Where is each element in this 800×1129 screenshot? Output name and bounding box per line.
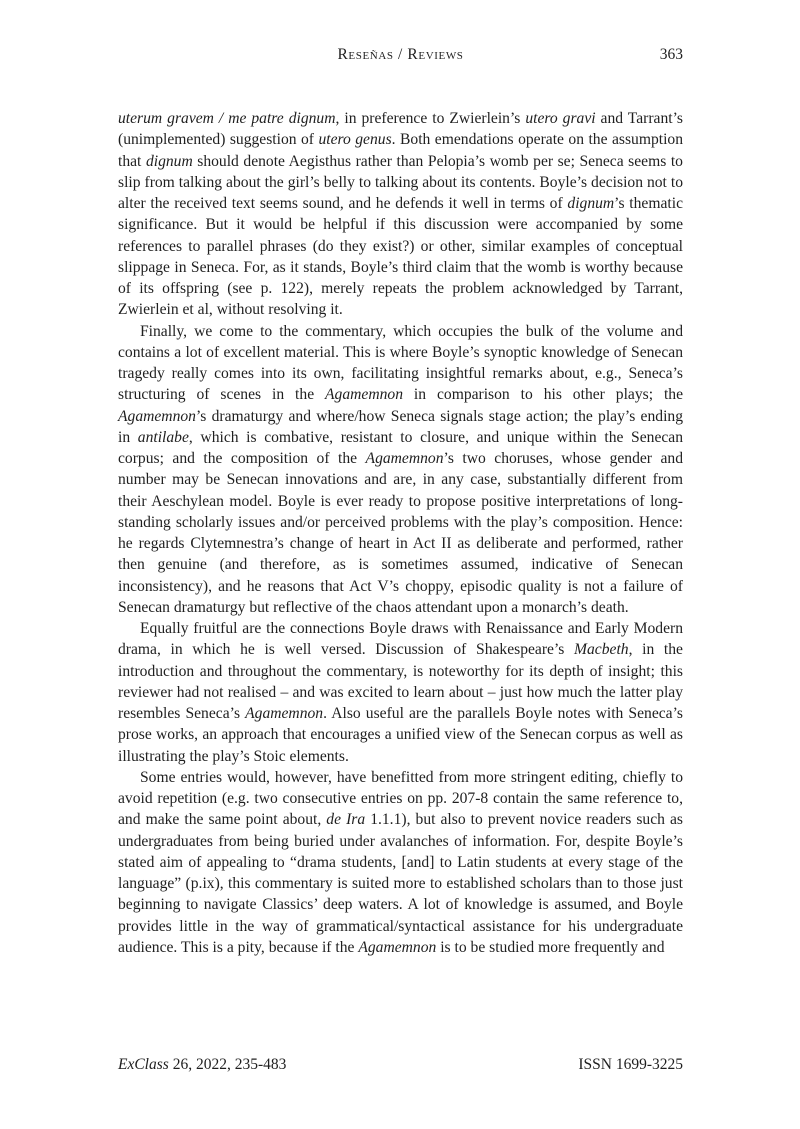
- italic-text-run: Agamemnon: [118, 407, 196, 425]
- paragraph: [118, 767, 683, 958]
- text-run: Finally, we come to the commentary, which occupies the bulk of the volume and contains a lot of excellent material. This is where Boyle’s synoptic knowledge of Senecan tragedy really comes into its own, facilitating insightful remarks about, e.g., Seneca’s structuring of scenes in the: [118, 322, 683, 404]
- text-run: . Both emendations operate on the assumption that: [118, 131, 684, 170]
- italic-text-run: Agamemnon: [245, 705, 324, 722]
- italic-text-run: de Ira: [326, 811, 366, 829]
- paragraph: [118, 321, 683, 619]
- italic-text-run: dignum: [145, 152, 193, 170]
- text-run: , which is combative, resistant to closure, and unique within the Senecan corpus; and the composition of the: [118, 428, 683, 467]
- italic-text-run: Agamemnon: [325, 386, 403, 404]
- text-run: Some entries would, however, have benefitted from more stringent editing, chiefly to avoid repetition (e.g. two consecutive entries on pp. 207-8 contain the same reference to, and make the same point about,: [118, 768, 683, 829]
- running-header: [118, 46, 683, 64]
- text-run: and Tarrant’s (unimplemented) suggestion of: [118, 110, 683, 149]
- page-number: 363: [659, 46, 683, 63]
- text-run: in comparison to his other plays; the: [403, 386, 683, 404]
- text-run: ’s dramaturgy and where/how Seneca signals stage action; the play’s ending in: [118, 407, 683, 446]
- italic-text-run: Macbeth: [574, 641, 629, 659]
- italic-text-run: Agamemnon: [365, 450, 444, 467]
- italic-text-run: dignum: [567, 195, 615, 212]
- paragraph: [118, 108, 683, 321]
- text-run: ’s two choruses, whose gender and number may be Senecan innovations and are, in any case, substantially different from their Aeschylean model. Boyle is ever ready to propose positive interpretations of long-standing scholarly issues and/or perceived problems with the play’s composition. Hence: he regards Clytemnestra’s change of heart in Act II as deliberate and performed, rather then genuine (and therefore, as is sometimes assumed, indicative of Senecan inconsistency), and he reasons that Act V’s choppy, episodic quality is not a failure of Senecan dramaturgy but reflective of the chaos attendant upon a monarch’s death.: [118, 450, 683, 616]
- citation-details: 26, 2022, 235-483: [168, 1056, 287, 1073]
- text-run: , in preference to Zwierlein’s: [335, 110, 526, 127]
- journal-name: ExClass: [118, 1056, 169, 1073]
- body-text: [118, 108, 683, 958]
- page-footer: [118, 1056, 683, 1074]
- text-run: . Also useful are the parallels Boyle notes with Seneca’s prose works, an approach that encourages a unified view of the Senecan corpus as well as illustrating the play’s Stoic elements.: [118, 705, 683, 765]
- text-run: should denote Aegisthus rather than Pelopia’s womb per se; Seneca seems to slip from talking about the girl’s belly to talking about its contents. Boyle’s decision not to alter the received text seems sound, and he defends it well in terms of: [118, 152, 683, 212]
- issn: ISSN 1699-3225: [578, 1056, 683, 1073]
- paragraph: [118, 618, 683, 767]
- italic-text-run: Agamemnon: [358, 938, 437, 956]
- text-run: 1.1.1), but also to prevent novice readers such as undergraduates from being buried under avalanches of information. For, despite Boyle’s stated aim of appealing to “drama students, [and] to Latin students at every stage of the language” (p.ix), this commentary is suited more to established scholars than to those just beginning to navigate Classics’ deep waters. A lot of knowledge is assumed, and Boyle provides little in the way of grammatical/syntactical assistance for his undergraduate audience. This is a pity, because if the: [118, 811, 683, 956]
- italic-text-run: uterum gravem / me patre dignum: [118, 110, 336, 127]
- running-header-title: Reseñas / Reviews: [337, 46, 464, 63]
- text-run: , in the introduction and throughout the commentary, is noteworthy for its depth of insight; this reviewer had not realised – and was excited to learn about – just how much the latter play resembles Seneca’s: [118, 641, 683, 722]
- journal-citation: [118, 1056, 286, 1074]
- text-run: Equally fruitful are the connections Boyle draws with Renaissance and Early Modern drama, in which he is well versed. Discussion of Shakespeare’s: [118, 620, 683, 659]
- italic-text-run: utero gravi: [525, 110, 596, 127]
- text-run: is to be studied more frequently and: [436, 938, 665, 956]
- italic-text-run: antilabe: [137, 428, 189, 446]
- text-run: ’s thematic significance. But it would be helpful if this discussion were accompanied by some references to parallel phrases (do they exist?) or other, similar examples of conceptual slippage in Seneca. For, as it stands, Boyle’s third claim that the womb is worthy because of its offspring (see p. 122), merely repeats the problem acknowledged by Tarrant, Zwierlein et al, without resolving it.: [118, 195, 683, 319]
- italic-text-run: utero genus: [318, 131, 392, 149]
